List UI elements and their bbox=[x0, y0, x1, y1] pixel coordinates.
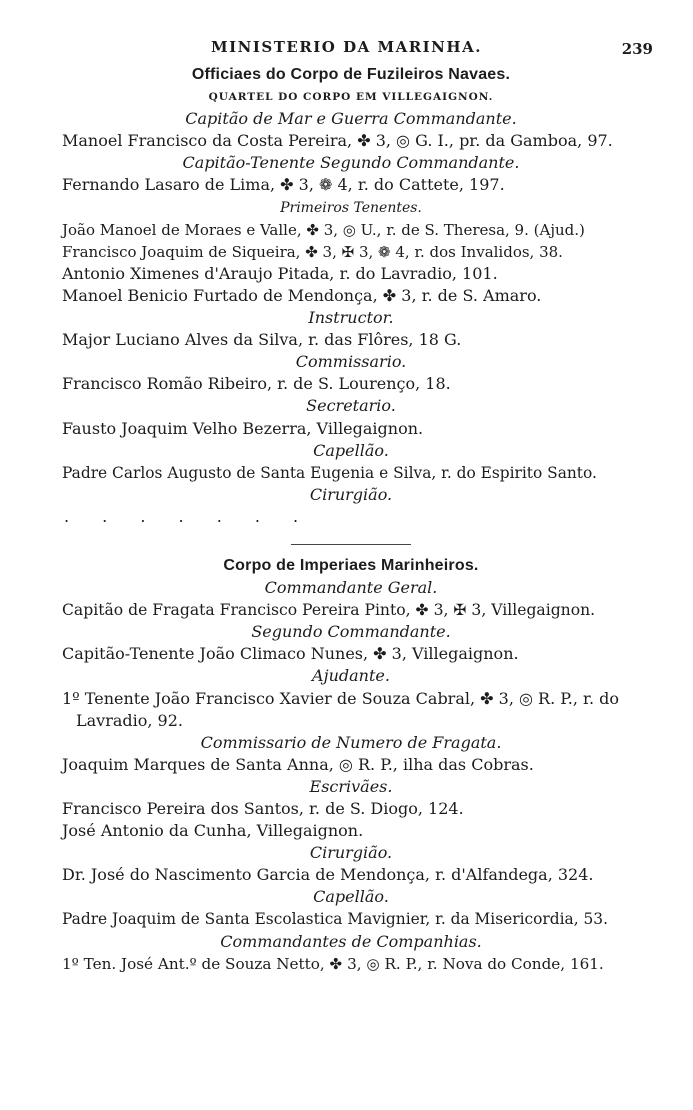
personnel-entry: Antonio Ximenes d'Araujo Pitada, r. do Lavradio, 101. bbox=[62, 263, 498, 283]
section-location: QUARTEL DO CORPO EM VILLEGAIGNON. bbox=[208, 91, 494, 104]
role-heading: Capellão. bbox=[313, 887, 389, 907]
section-title: Corpo de Imperiaes Marinheiros. bbox=[223, 556, 479, 574]
role-heading: Commissario de Numero de Fragata. bbox=[200, 732, 502, 752]
vacant-entry: . . . . . . . bbox=[64, 506, 313, 526]
role-heading: Capellão. bbox=[313, 440, 389, 460]
running-title: MINISTERIO DA MARINHA. bbox=[211, 38, 482, 56]
role-heading: Commissario. bbox=[295, 352, 407, 372]
role-heading: Instructor. bbox=[308, 308, 394, 328]
role-heading: Segundo Commandante. bbox=[251, 622, 451, 642]
personnel-entry: Fernando Lasaro de Lima, ✤ 3, ❁ 4, r. do Cattete, 197. bbox=[62, 175, 505, 195]
personnel-entry: 1º Tenente João Francisco Xavier de Souza Cabral, ✤ 3, ◎ R. P., r. do Lavradio, 92. bbox=[62, 688, 619, 730]
role-heading: Cirurgião. bbox=[309, 843, 393, 863]
personnel-entry: 1º Ten. José Ant.º de Souza Netto, ✤ 3, ◎ R. P., r. Nova do Conde, 161. bbox=[62, 954, 604, 973]
role-heading: Secretario. bbox=[306, 396, 396, 416]
personnel-entry: Francisco Romão Ribeiro, r. de S. Lourenço, 18. bbox=[62, 374, 451, 394]
role-heading: Commandante Geral. bbox=[264, 578, 438, 598]
personnel-entry: Manoel Francisco da Costa Pereira, ✤ 3, ◎ G. I., pr. da Gamboa, 97. bbox=[62, 131, 613, 151]
role-heading: Primeiros Tenentes. bbox=[280, 199, 422, 216]
personnel-entry: Dr. José do Nascimento Garcia de Mendonça, r. d'Alfandega, 324. bbox=[62, 865, 594, 885]
role-heading: Commandantes de Companhias. bbox=[220, 931, 482, 951]
role-heading: Ajudante. bbox=[312, 666, 390, 686]
section-title: Officiaes do Corpo de Fuzileiros Navaes. bbox=[191, 66, 511, 83]
personnel-entry: Fausto Joaquim Velho Bezerra, Villegaignon. bbox=[62, 418, 424, 438]
personnel-entry: Francisco Joaquim de Siqueira, ✤ 3, ✠ 3, ❁ 4, r. dos Invalidos, 38. bbox=[62, 242, 563, 261]
role-heading: Cirurgião. bbox=[309, 484, 393, 504]
personnel-entry: Joaquim Marques de Santa Anna, ◎ R. P., ilha das Cobras. bbox=[62, 754, 534, 774]
page-number: 239 bbox=[621, 40, 653, 58]
personnel-entry: Capitão de Fragata Francisco Pereira Pinto, ✤ 3, ✠ 3, Villegaignon. bbox=[62, 601, 596, 620]
page-content bbox=[62, 64, 640, 975]
personnel-entry: João Manoel de Moraes e Valle, ✤ 3, ◎ U., r. de S. Theresa, 9. (Ajud.) bbox=[62, 220, 585, 239]
personnel-entry: Major Luciano Alves da Silva, r. das Flôres, 18 G. bbox=[62, 330, 462, 350]
role-heading: Escrivães. bbox=[309, 776, 393, 796]
section-divider bbox=[291, 544, 411, 545]
personnel-entry: Francisco Pereira dos Santos, r. de S. Diogo, 124. bbox=[62, 799, 464, 818]
personnel-entry: José Antonio da Cunha, Villegaignon. bbox=[62, 821, 364, 841]
role-heading: Capitão de Mar e Guerra Commandante. bbox=[185, 109, 517, 129]
personnel-entry: Padre Joaquim de Santa Escolastica Mavignier, r. da Misericordia, 53. bbox=[62, 910, 608, 929]
role-heading: Capitão-Tenente Segundo Commandante. bbox=[182, 153, 520, 173]
personnel-entry: Capitão-Tenente João Climaco Nunes, ✤ 3, Villegaignon. bbox=[62, 644, 519, 664]
personnel-entry: Manoel Benicio Furtado de Mendonça, ✤ 3, r. de S. Amaro. bbox=[62, 285, 542, 305]
personnel-entry: Padre Carlos Augusto de Santa Eugenia e Silva, r. do Espirito Santo. bbox=[62, 463, 597, 482]
